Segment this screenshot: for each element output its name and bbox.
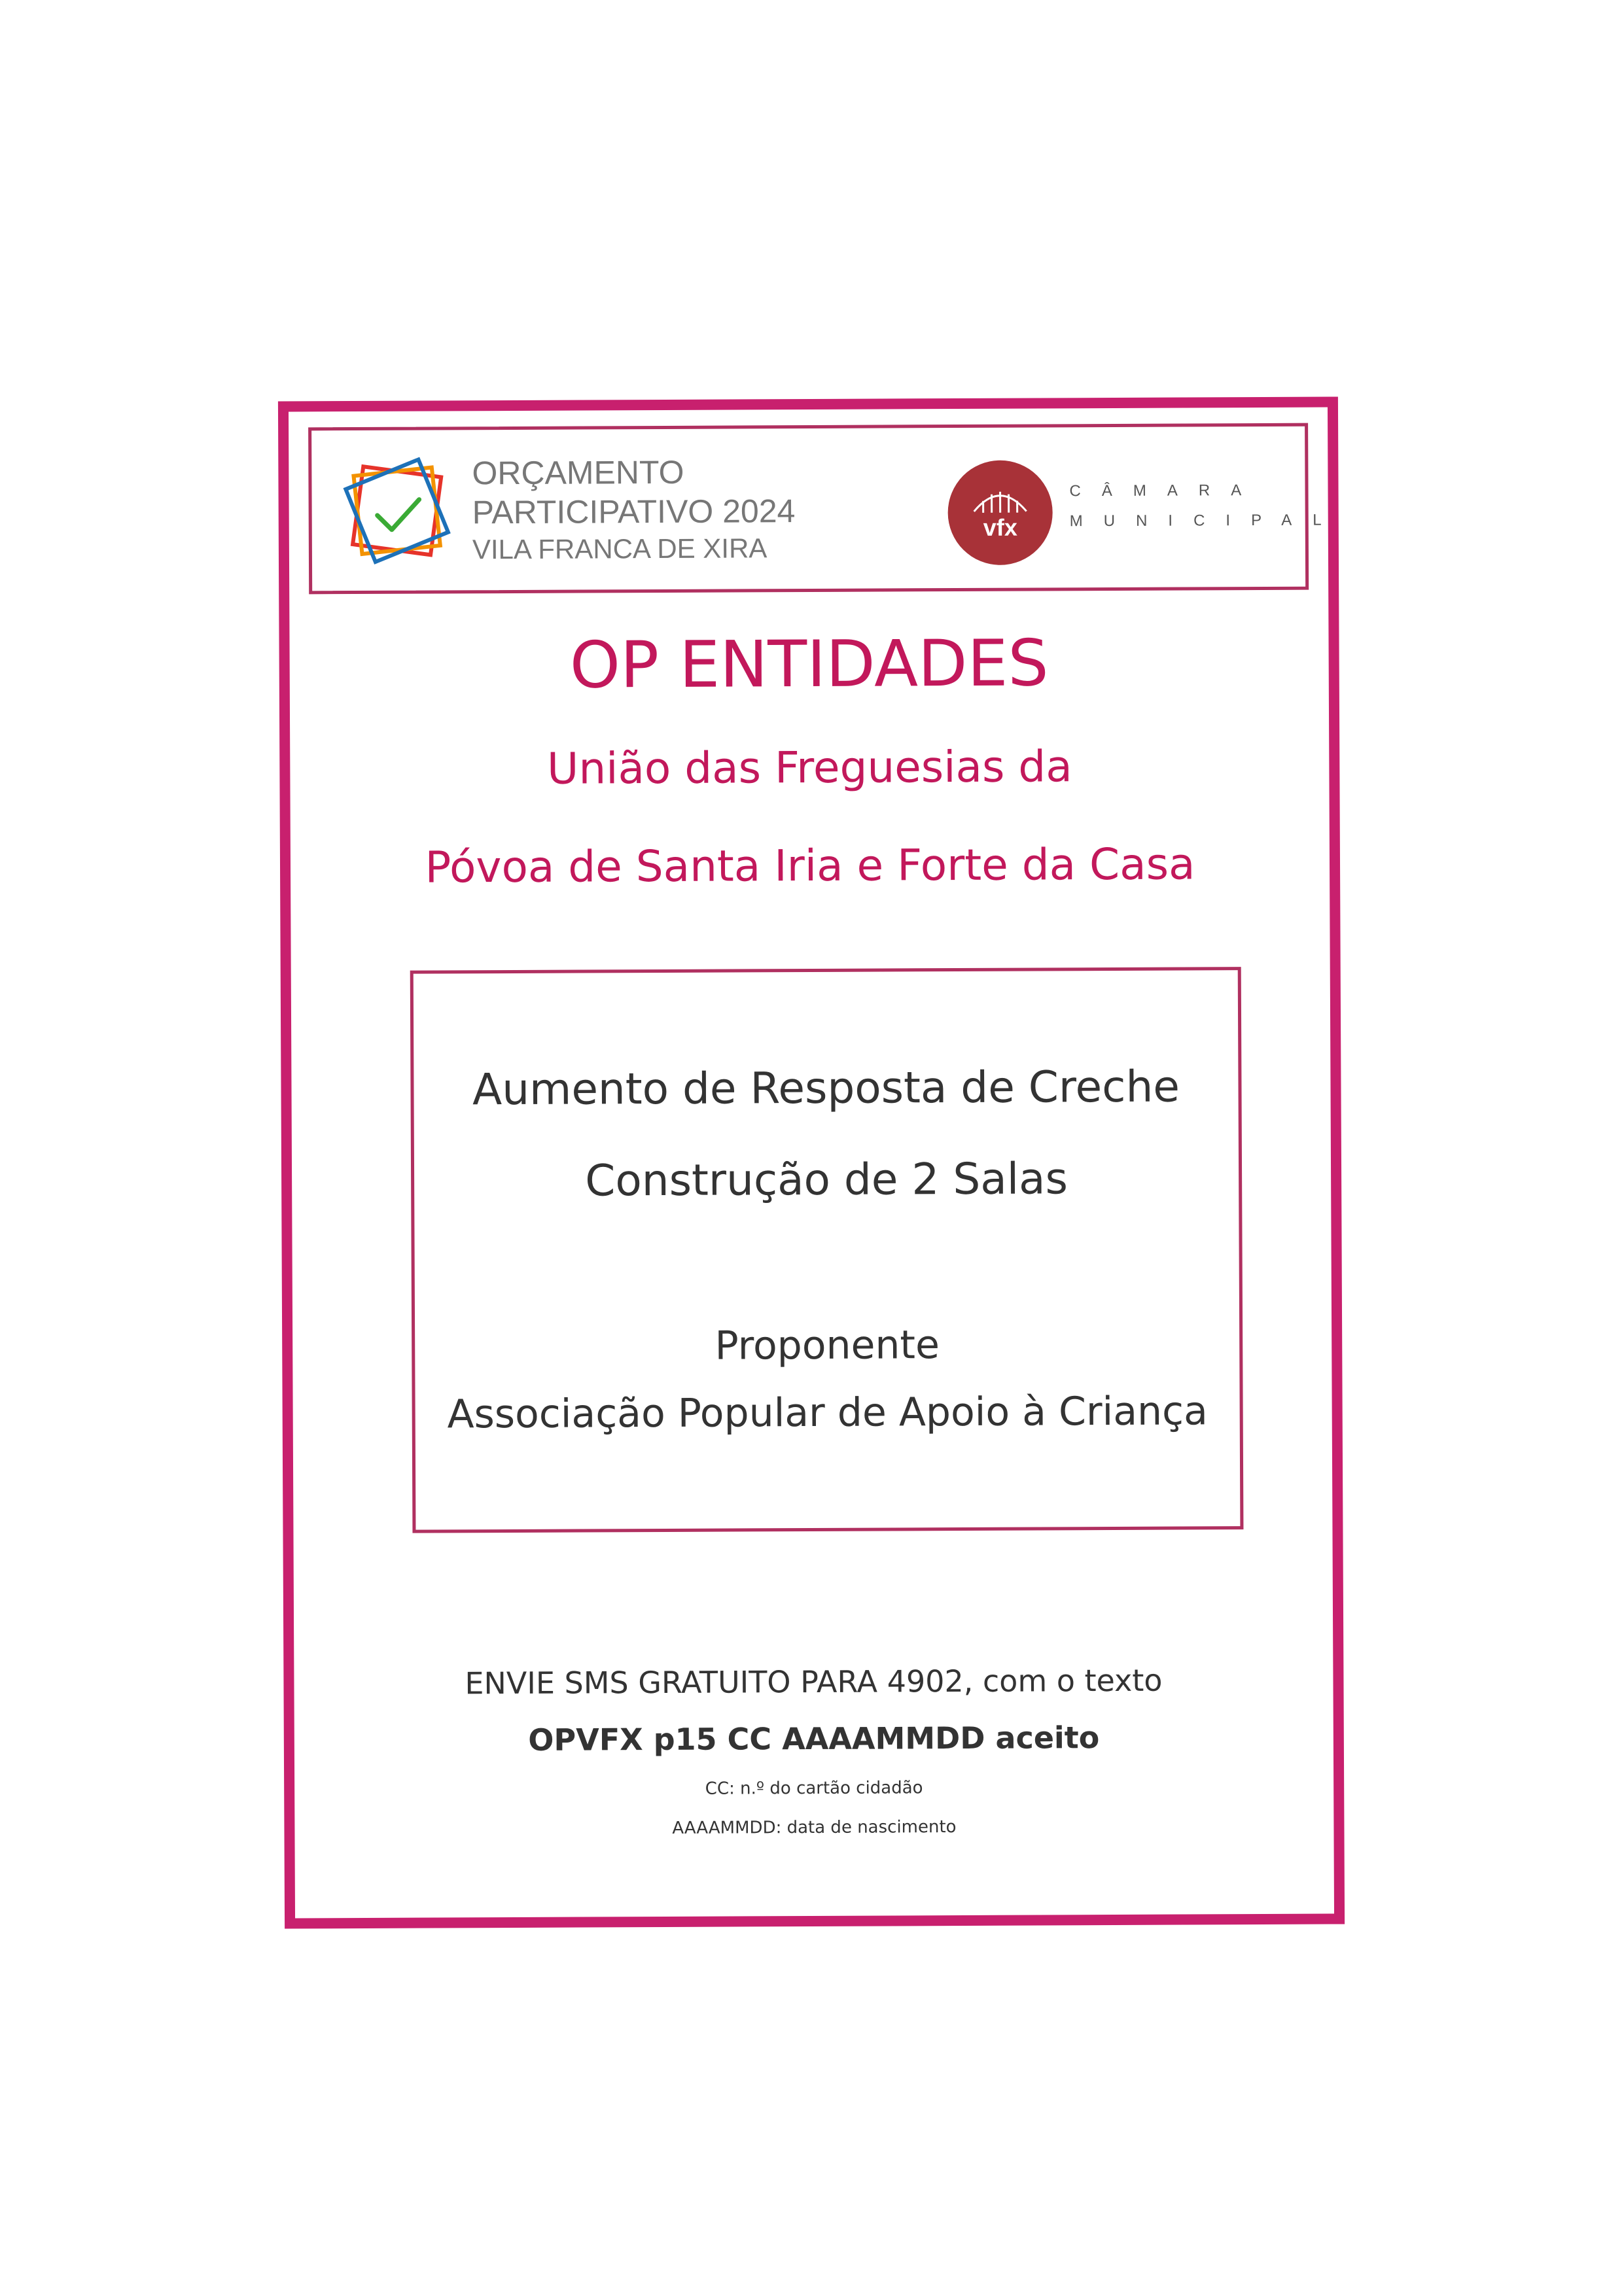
subtitle-line1: União das Freguesias da bbox=[546, 741, 1072, 794]
project-box bbox=[410, 967, 1244, 1533]
proponent-name: Associação Popular de Apoio à Criança bbox=[447, 1388, 1208, 1438]
project-title-line2: Construção de 2 Salas bbox=[585, 1153, 1068, 1206]
seal-text: vfx bbox=[983, 513, 1017, 541]
subtitle-line2: Póvoa de Santa Iria e Forte da Casa bbox=[425, 839, 1195, 893]
sms-note-date: AAAAMMDD: data de nascimento bbox=[672, 1817, 957, 1838]
op-logo-line3: VILA FRANCA DE XIRA bbox=[472, 532, 768, 565]
proponent-label: Proponente bbox=[715, 1322, 940, 1369]
op-logo-line2: PARTICIPATIVO 2024 bbox=[472, 493, 796, 531]
cm-logo-text bbox=[1069, 477, 1342, 534]
project-title-line1: Aumento de Resposta de Creche bbox=[472, 1061, 1180, 1115]
checkmark-squares-icon bbox=[338, 455, 456, 570]
sms-note-cc: CC: n.º do cartão cidadão bbox=[705, 1778, 923, 1799]
poster-frame bbox=[278, 396, 1345, 1928]
op-logo-text bbox=[472, 452, 795, 567]
cm-logo-line2: MUNICIPAL bbox=[1069, 511, 1343, 531]
sms-code: OPVFX p15 CC AAAAMMDD aceito bbox=[528, 1720, 1100, 1758]
municipal-seal-icon bbox=[947, 460, 1053, 565]
header bbox=[308, 423, 1343, 595]
sms-instruction: ENVIE SMS GRATUITO PARA 4902, com o texto bbox=[465, 1662, 1163, 1701]
bridge-icon bbox=[947, 460, 1053, 565]
cm-logo-line1: CÂMARA bbox=[1069, 481, 1263, 500]
op-logo-line1: ORÇAMENTO bbox=[472, 453, 684, 492]
page-title: OP ENTIDADES bbox=[569, 626, 1049, 703]
